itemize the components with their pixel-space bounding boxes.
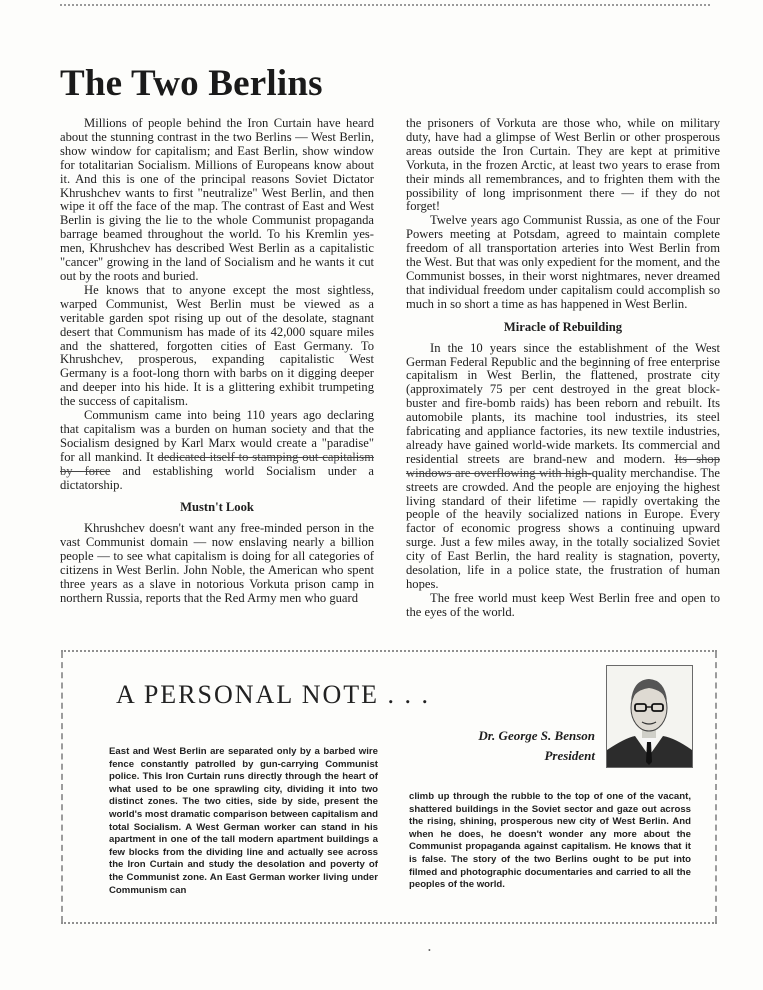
author-portrait — [606, 665, 693, 768]
paragraph: The free world must keep West Berlin free and open to the eyes of the world. — [406, 590, 720, 619]
personal-note-title: A PERSONAL NOTE . . . — [116, 680, 431, 709]
note-text: East and West Berlin are separated only by a barbed wire fence constantly patrolled by gun-carrying Communist police. This Iron Curtain runs directly through the heart of what used to be one sprawling city, dividing it into two distinct zones. The two cities, side by side, present the world's most dramatic comparison between capitalism and total Socialism. A West German worker can stand in his apartment in one of the tall modern apartment buildings a few blocks from the dividing line and actually see across the Iron Curtain and study the desolation and poverty of the Communist zone. An East German worker living under Communism can — [109, 746, 378, 896]
paragraph-text: In the 10 years since the establishment of the West German Federal Republic and the beginning of free enterprise capitalism in West Berlin, the flattened, prostrate city (approximately 75 per cent destroyed in the great block-buster and fire-bomb raids) has been reborn and rebuilt. Its automobile plants, its machine tool industries, its steel fabricating and appliance factories, its new textile industries, already have gained world-wide markets. Its commercial and residential streets are brand-new and modern. — [406, 340, 720, 466]
top-dotted-rule — [60, 4, 710, 6]
paragraph: Twelve years ago Communist Russia, as one of the Four Powers meeting at Potsdam, agreed to maintain complete freedom of all transportation arteries into West Berlin from the West. But that was only expedient for the moment, and the Communist bosses, in their worst nightmares, never dreamed that individual freedom under capitalism could accomplish so much in so short a time as has happened in West Berlin. — [406, 213, 720, 311]
personal-note-left-column — [109, 746, 378, 897]
author-byline — [440, 726, 595, 766]
paragraph: He knows that to anyone except the most sightless, warped Communist, West Berlin must be viewed as a veritable garden spot rising up out of the desolate, stagnant desert that Communism has made of its 42,000 square miles and the shattered, forgotten cities of East Germany. To Khrushchev, prosperous, expanding capitalistic West Germany is a foot-long thorn with barbs on it digging deeper and deeper into his hide. It is a glittering exhibit trumpeting the success of capitalism. — [60, 282, 374, 409]
paragraph — [406, 342, 720, 592]
paragraph-text: Communism came into being 110 years ago declaring that capitalism was a burden on human society and that the Socialism designed by Karl Marx would create a "paradise" for all mankind. It — [60, 408, 374, 464]
struck-through-text: Its shop windows are overflowing with high- — [406, 451, 720, 480]
portrait-sketch — [607, 666, 692, 767]
section-subhead: Mustn't Look — [180, 500, 254, 515]
article-right-column — [406, 117, 720, 620]
paragraph: Khrushchev doesn't want any free-minded person in the vast Communist domain — now enslaving nearly a billion people — to see what capitalism is doing for all categories of citizens in West Berlin. John Noble, the American who spent three years as a slave in notorious Vorkuta prison camp in northern Russia, reports that the Red Army men who guard — [60, 521, 374, 605]
note-text: climb up through the rubble to the top of one of the vacant, shattered buildings in the Soviet sector and gaze out across the rising, shining, prosperous new city of West Berlin. And when he does, he doesn't wonder any more about the Communist propaganda against capitalism. He knows that it is false. The story of the two Berlins ought to be put into filmed and photographic documentaries and carried to all the peoples of the world. — [409, 791, 691, 891]
page-speck: • — [428, 946, 431, 955]
author-title: President — [544, 748, 595, 763]
struck-through-text: dedicated itself to stamping out capitalism by force — [60, 449, 374, 478]
article-left-column — [60, 117, 374, 606]
paragraph: Millions of people behind the Iron Curtain have heard about the stunning contrast in the two Berlins — West Berlin, show window for capitalism; and East Berlin, show window for totalitarian Socialism. Millions of Europeans know about it. And this is one of the principal reasons Soviet Dictator Khrushchev wants to first "neutralize" West Berlin, and then wipe it off the face of the map. The contrast of East and West Berlin is giving the lie to the whole Communist propaganda barrage beamed throughout the world. To his Kremlin yes-men, Khrushchev has described West Berlin as a capitalistic "cancer" growing in the land of Socialism and he wants it cut out by the roots and buried. — [60, 116, 374, 283]
paragraph — [60, 409, 374, 492]
paragraph: the prisoners of Vorkuta are those who, while on military duty, have had a glimpse of West Berlin or other prosperous areas outside the Iron Curtain. They are kept at primitive Vorkuta, in the frozen Arctic, at least two years to erase from their minds all remembrances, and to frighten them with the possibility of long imprisonment there — if they do not forget! — [406, 116, 720, 214]
personal-note-right-column — [409, 791, 691, 892]
section-subhead: Miracle of Rebuilding — [503, 319, 623, 334]
author-name: Dr. George S. Benson — [478, 728, 595, 743]
paragraph-text: quality merchandise. The streets are crowded. And the people are enjoying the highest living standard of their lifetime — rapidly overtaking the people of the heavily socialized nations in Europe. Every factor of economic progress shows a continuing upward surge. Just a few miles away, in the totally socialized Soviet city of East Berlin, the hard reality is stagnation, poverty, desolation, life in a police state, the frustration of human hopes. — [406, 465, 720, 591]
article-title: The Two Berlins — [60, 63, 323, 104]
paragraph-text: and establishing world Socialism under a dictatorship. — [60, 463, 375, 492]
